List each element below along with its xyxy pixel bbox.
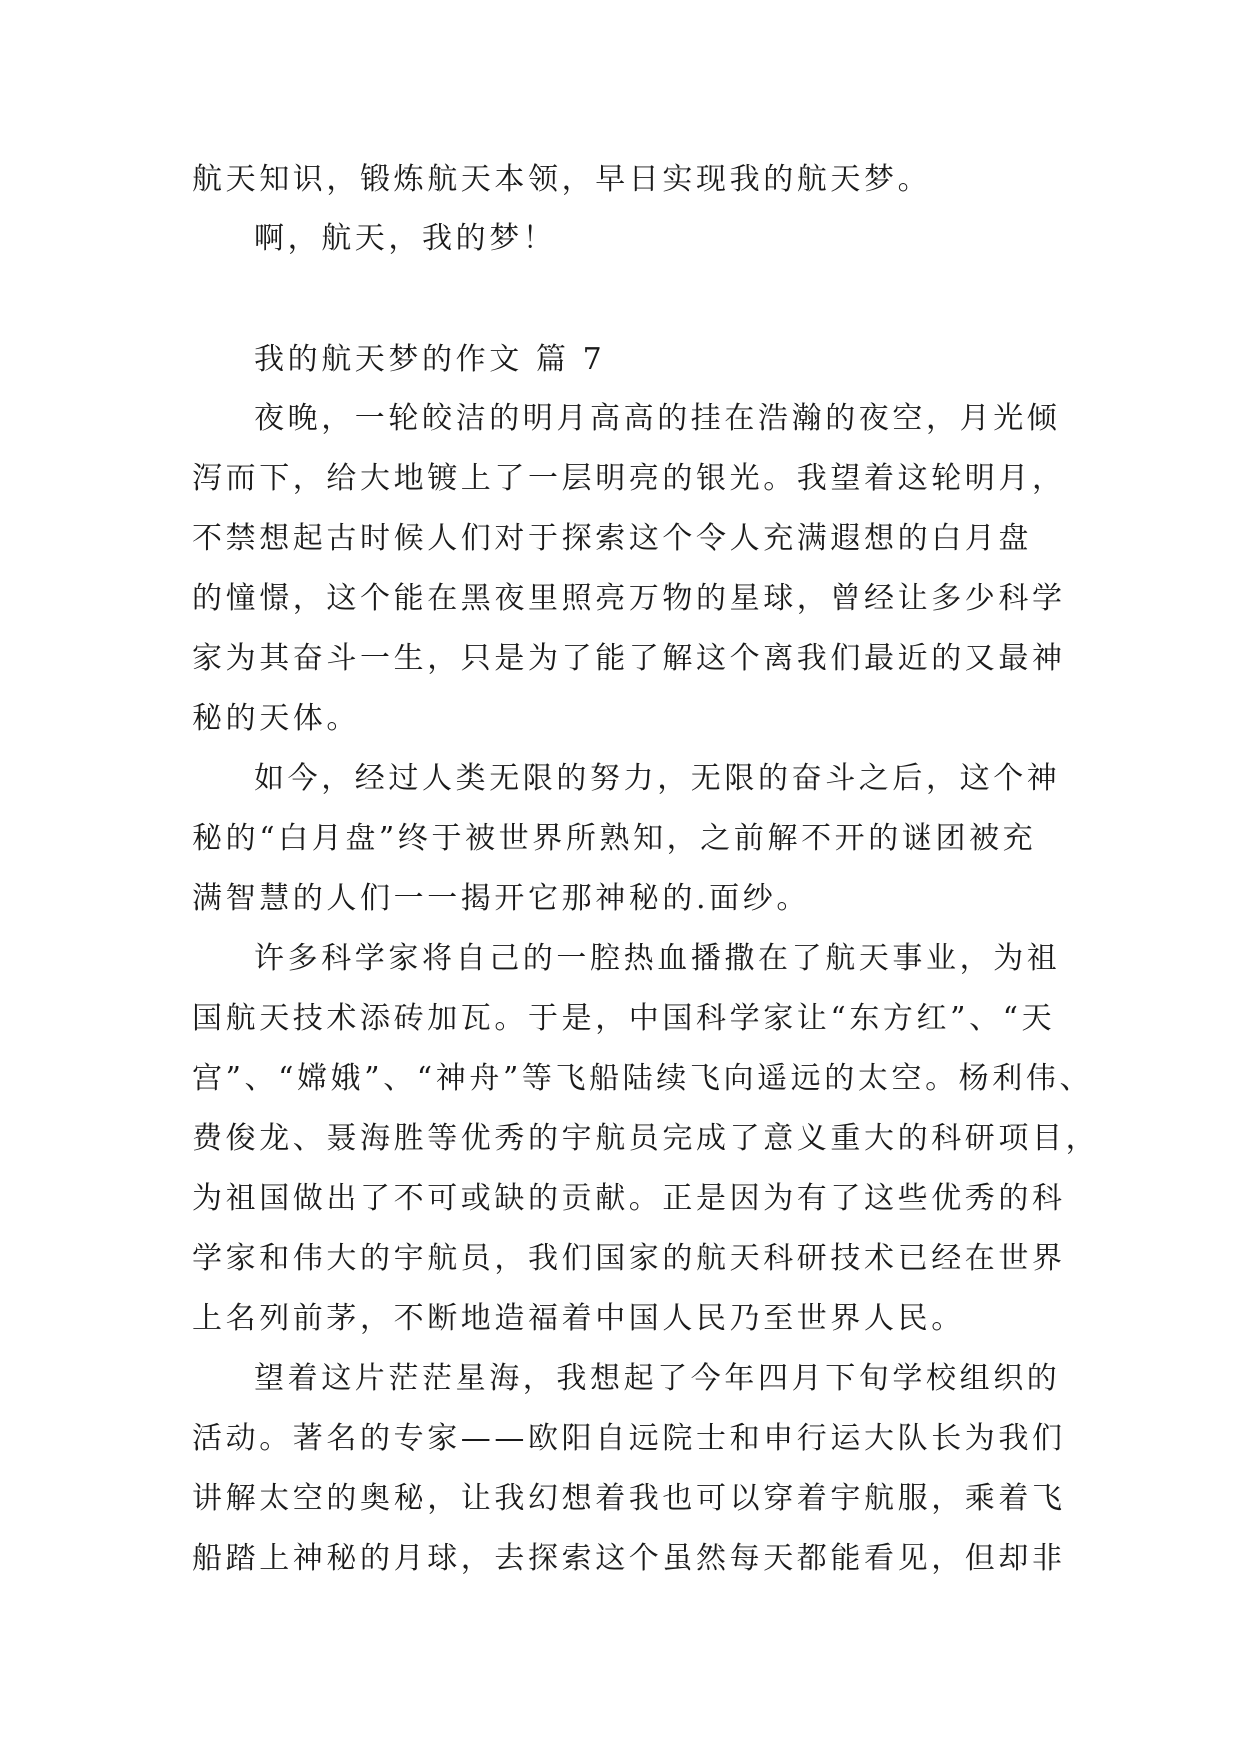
paragraph-line: 活动。著名的专家——欧阳自远院士和申行运大队长为我们 <box>192 1421 1066 1456</box>
section-heading: 我的航天梦的作文 篇 7 <box>254 342 606 377</box>
paragraph-line: 为祖国做出了不可或缺的贡献。正是因为有了这些优秀的科 <box>192 1181 1066 1216</box>
paragraph-line: 国航天技术添砖加瓦。于是，中国科学家让“东方红”、“天 <box>192 1001 1056 1036</box>
paragraph-line: 费俊龙、聂海胜等优秀的宇航员完成了意义重大的科研项目， <box>192 1121 1100 1156</box>
paragraph-line: 如今，经过人类无限的努力，无限的奋斗之后，这个神 <box>254 761 1061 796</box>
paragraph-line: 宫”、“嫦娥”、“神舟”等飞船陆续飞向遥远的太空。杨利伟、 <box>192 1061 1094 1096</box>
paragraph-line: 不禁想起古时候人们对于探索这个令人充满遐想的白月盘 <box>192 521 1032 556</box>
paragraph-line: 家为其奋斗一生，只是为了能了解这个离我们最近的又最神 <box>192 641 1066 676</box>
paragraph-line: 秘的“白月盘”终于被世界所熟知，之前解不开的谜团被充 <box>192 821 1037 856</box>
paragraph-line: 望着这片茫茫星海，我想起了今年四月下旬学校组织的 <box>254 1361 1061 1396</box>
paragraph-line: 上名列前茅，不断地造福着中国人民乃至世界人民。 <box>192 1301 965 1336</box>
paragraph-line: 航天知识，锻炼航天本领，早日实现我的航天梦。 <box>192 162 932 197</box>
paragraph-line: 秘的天体。 <box>192 701 360 736</box>
paragraph-line: 许多科学家将自己的一腔热血播撒在了航天事业，为祖 <box>254 941 1061 976</box>
paragraph-line: 讲解太空的奥秘，让我幻想着我也可以穿着宇航服，乘着飞 <box>192 1481 1066 1516</box>
paragraph-line: 学家和伟大的宇航员，我们国家的航天科研技术已经在世界 <box>192 1241 1066 1276</box>
paragraph-line: 船踏上神秘的月球，去探索这个虽然每天都能看见，但却非 <box>192 1541 1066 1576</box>
paragraph-line: 的憧憬，这个能在黑夜里照亮万物的星球，曾经让多少科学 <box>192 581 1066 616</box>
paragraph-line: 满智慧的人们一一揭开它那神秘的.面纱。 <box>192 881 810 916</box>
paragraph-line: 啊，航天，我的梦！ <box>254 221 557 256</box>
paragraph-line: 泻而下，给大地镀上了一层明亮的银光。我望着这轮明月， <box>192 461 1066 496</box>
paragraph-line: 夜晚，一轮皎洁的明月高高的挂在浩瀚的夜空，月光倾 <box>254 401 1061 436</box>
